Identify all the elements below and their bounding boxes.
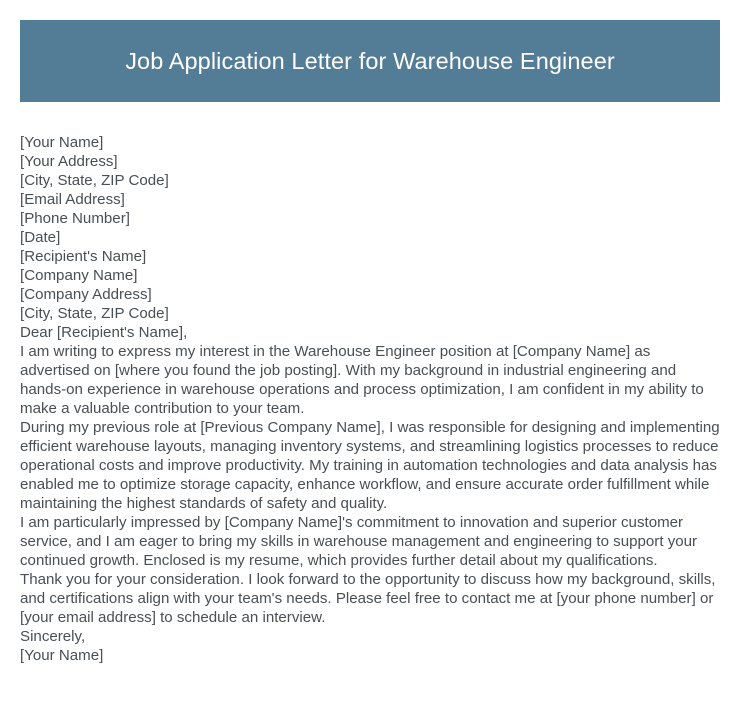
document-title-banner [20, 20, 720, 102]
sender-name-line: [Your Name] [20, 134, 104, 151]
recipient-name-line: [Recipient's Name] [20, 248, 147, 265]
page-title: Job Application Letter for Warehouse Engineer [125, 47, 615, 74]
recipient-company-line: [Company Name] [20, 267, 138, 284]
recipient-address-block [20, 247, 724, 323]
sender-address-block [20, 133, 724, 228]
sender-address-line: [Your Address] [20, 153, 118, 170]
closing-line: Sincerely, [20, 628, 86, 645]
body-paragraph-1: I am writing to express my interest in the Warehouse Engineer position at [Company Name] as advertised on [where you found the job posting]. With my background in industrial engineering and hands-on experience in warehouse operations and process optimization, I am confident in my ability to make a valuable contribution to your team. [20, 343, 704, 417]
recipient-city-state-zip-line: [City, State, ZIP Code] [20, 305, 169, 322]
salutation-line: Dear [Recipient's Name], [20, 324, 188, 341]
recipient-company-address-line: [Company Address] [20, 286, 152, 303]
sender-phone-line: [Phone Number] [20, 210, 130, 227]
sender-email-line: [Email Address] [20, 191, 125, 208]
date-line: [Date] [20, 229, 61, 246]
letter-content [20, 133, 724, 665]
signature-name-line: [Your Name] [20, 647, 104, 664]
sender-city-state-zip-line: [City, State, ZIP Code] [20, 172, 169, 189]
body-paragraph-3: I am particularly impressed by [Company Name]'s commitment to innovation and superior customer service, and I am eager to bring my skills in warehouse management and engineering to support your continued growth. Enclosed is my resume, which provides further detail about my qualifications. [20, 514, 698, 569]
body-paragraph-4: Thank you for your consideration. I look forward to the opportunity to discuss how my background, skills, and certifications align with your team's needs. Please feel free to contact me at [your phone number] or [your email address] to schedule an interview. [20, 571, 716, 626]
body-paragraph-2: During my previous role at [Previous Company Name], I was responsible for designing and implementing efficient warehouse layouts, managing inventory systems, and streamlining logistics processes to reduce operational costs and improve productivity. My training in automation technologies and data analysis has enabled me to optimize storage capacity, enhance workflow, and ensure accurate order fulfillment while maintaining the highest standards of safety and quality. [20, 419, 720, 512]
